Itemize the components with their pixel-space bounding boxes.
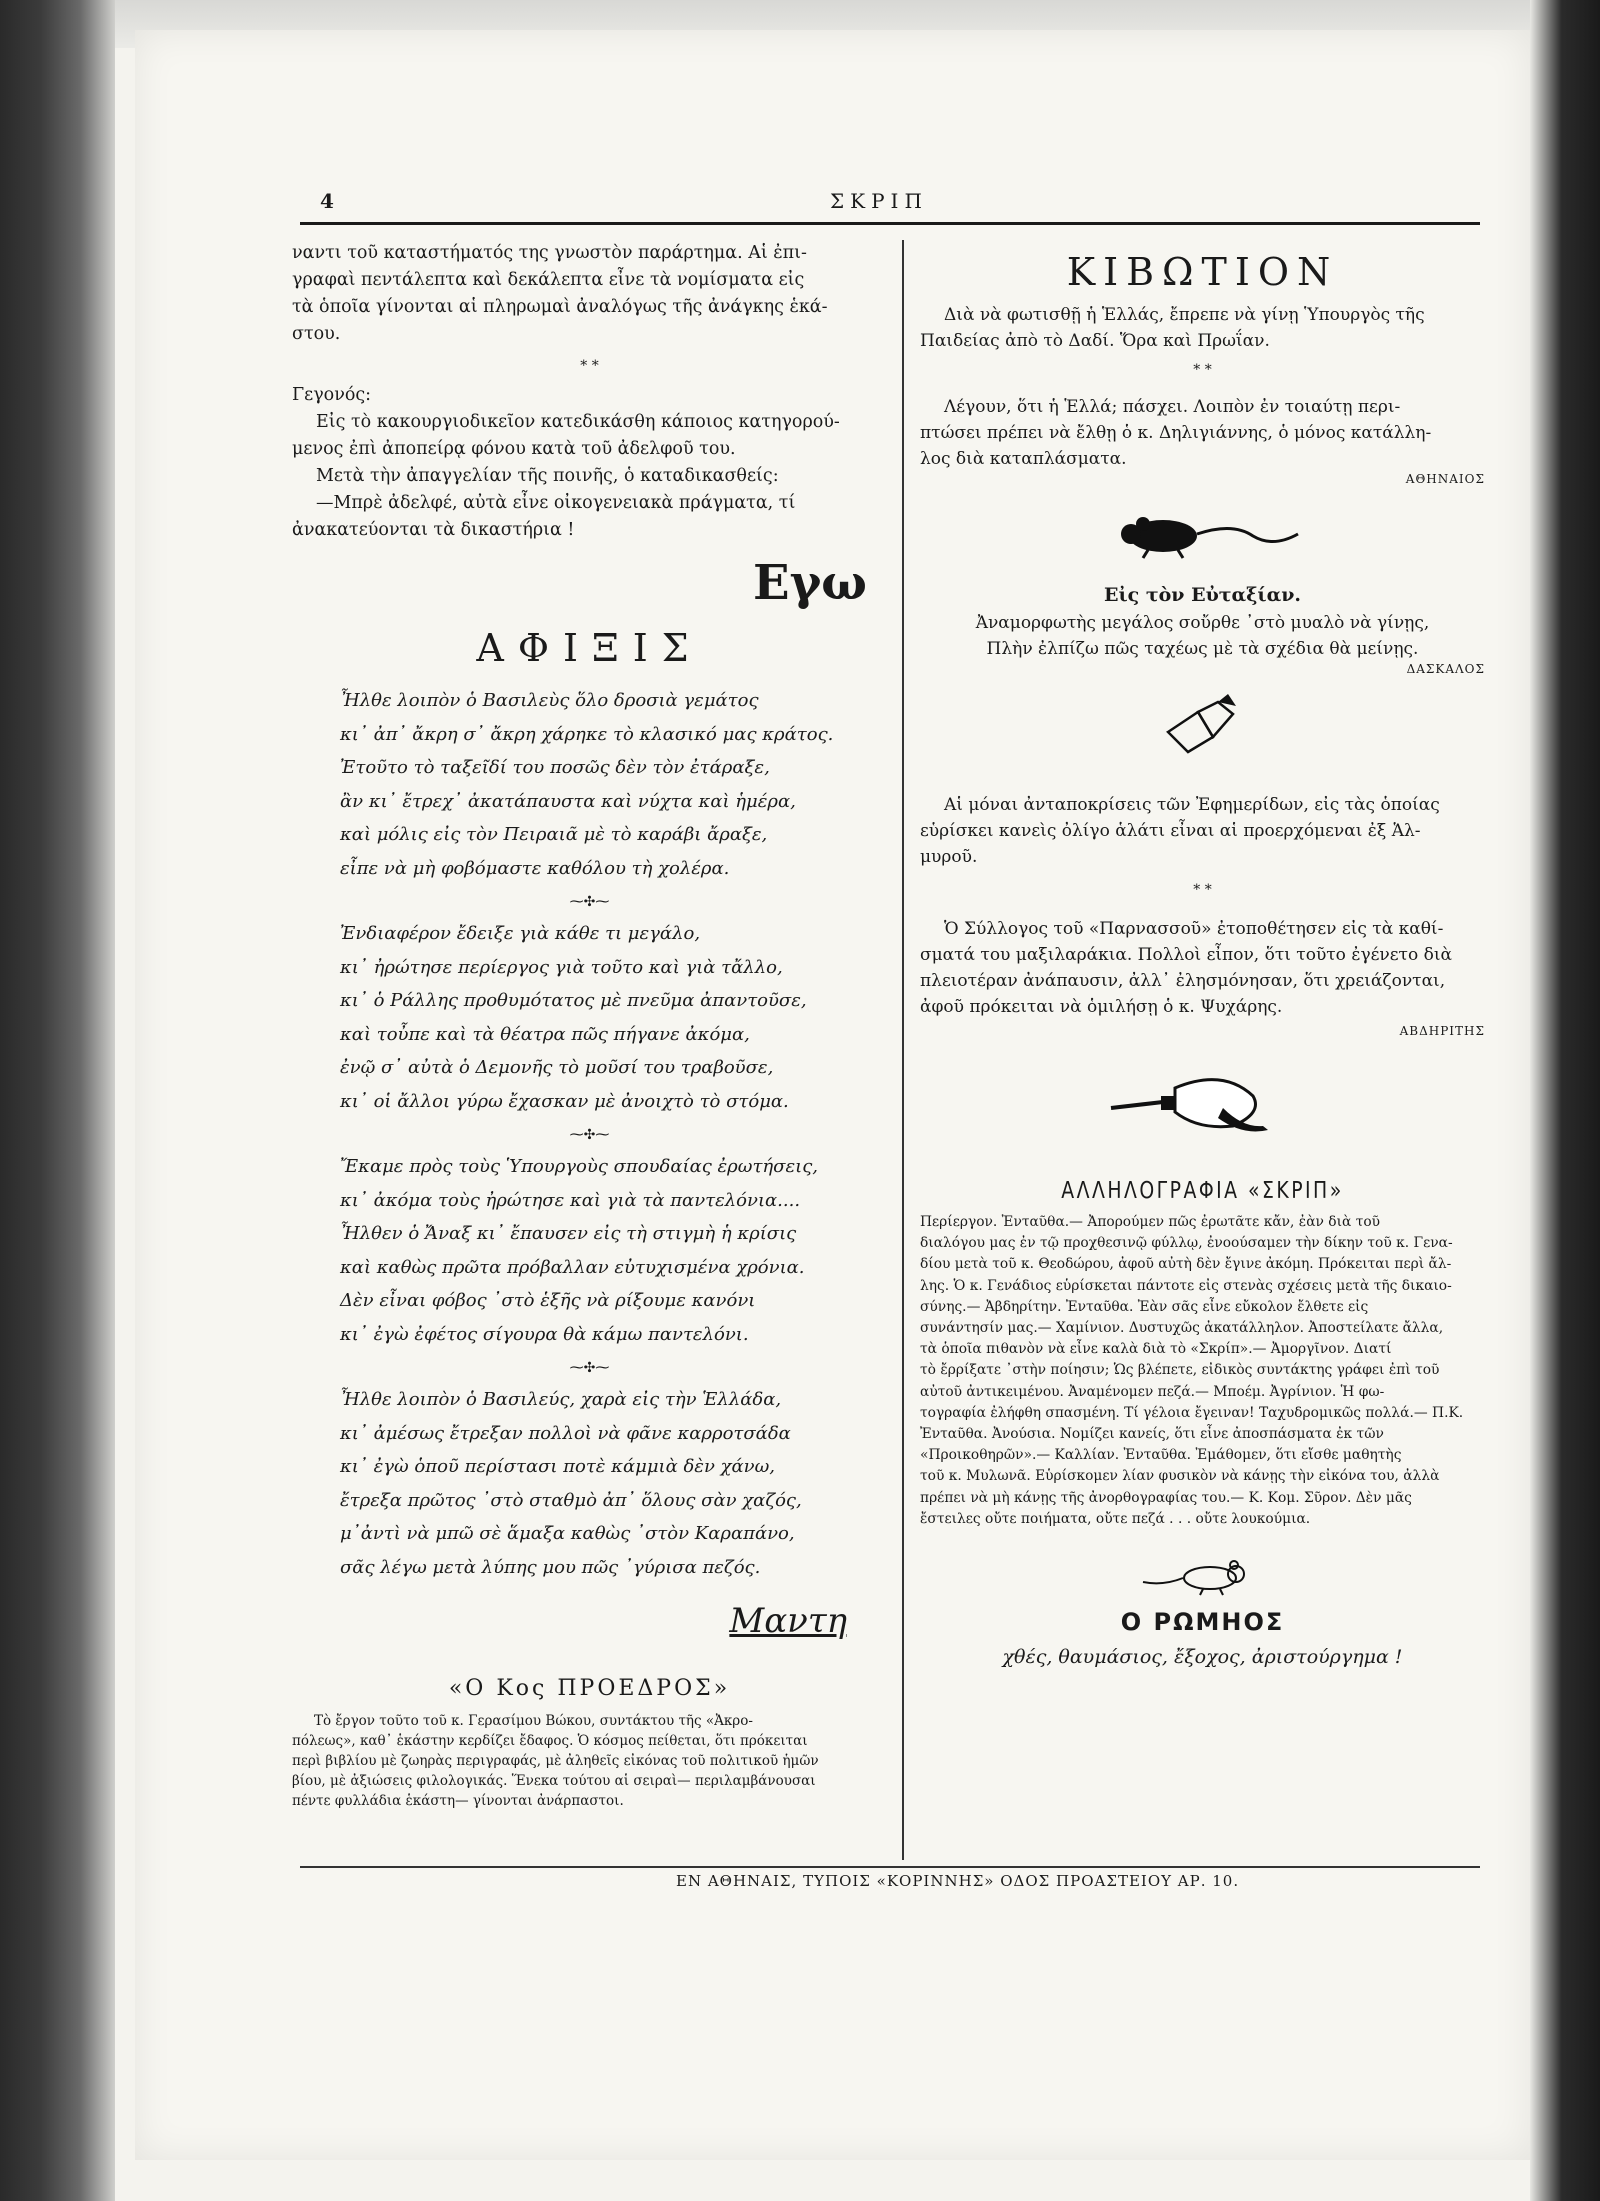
- text-line: σματά του μαξιλαράκια. Πολλοὶ εἶπον, ὅτι τοῦτο ἐγένετο διὰ: [920, 945, 1452, 965]
- page-header: [300, 185, 1480, 225]
- poem-line: κι᾽ ἐγὼ ἐφέτος σίγουρα θὰ κάμω παντελόνι.: [340, 1323, 749, 1345]
- kivotion-item: [920, 302, 1485, 354]
- poem-line: Δὲν εἶναι φόβος ᾽στὸ ἑξῆς νὰ ρίξουμε κανόνι: [340, 1290, 756, 1311]
- mouse-illustration: [1103, 504, 1303, 564]
- poem-stanza: [340, 1150, 887, 1351]
- poem-line: καὶ τοὖπε καὶ τὰ θέατρα πῶς πήγανε ἀκόμα,: [340, 1023, 750, 1045]
- poem-line: Ἦλθε λοιπὸν ὁ Βασιλεὺς ὅλο δροσιὰ γεμάτος: [340, 690, 759, 711]
- page-number: 4: [320, 189, 334, 213]
- poem-line: Ἐνδιαφέρον ἔδειξε γιὰ κάθε τι μεγάλο,: [340, 923, 701, 944]
- poem: [292, 684, 887, 1584]
- text-line: περὶ βιβλίου μὲ ζωηρὰς περιγραφάς, μὲ ἀληθεῖς εἰκόνας τοῦ πολιτικοῦ ἡμῶν: [292, 1753, 819, 1769]
- bellows-illustration: [1103, 1068, 1303, 1138]
- text-line: Διὰ νὰ φωτισθῇ ἡ Ἑλλάς, ἔπρεπε νὰ γίνῃ Ὑπουργὸς τῆς: [944, 305, 1425, 325]
- text-line: αὐτοῦ ἀντικειμένου. Ἀναμένομεν πεζά.— Μποέμ. Ἀγρίνιον. Ἡ φω-: [920, 1383, 1385, 1400]
- text-line: Παιδείας ἀπὸ τὸ Δαδί. Ὅρα καὶ Πρωΐαν.: [920, 331, 1270, 351]
- text-line: σύνης.— Ἀβδηρίτην. Ἐνταῦθα. Ἐὰν σᾶς εἶνε εὔκολον ἔλθετε εἰς: [920, 1298, 1369, 1315]
- text-line: τὰ ὁποῖα γίνονται αἱ πληρωμαὶ ἀναλόγως τῆς ἀνάγκης ἑκά-: [292, 297, 828, 317]
- text-line: Εἰς τὸ κακουργιοδικεῖον κατεδικάσθη κάποιος κατηγορού-: [316, 412, 840, 432]
- fact-title: Γεγονός:: [292, 385, 372, 405]
- stars-separator: * *: [580, 358, 599, 374]
- text-line: μενος ἐπὶ ἀποπείρᾳ φόνου κατὰ τοῦ ἀδελφοῦ του.: [292, 439, 736, 459]
- text-line: πλειοτέραν ἀνάπαυσιν, ἀλλ᾽ ἐλησμόνησαν, ὅτι χρειάζονται,: [920, 971, 1446, 991]
- scan-right-border: [1530, 0, 1600, 2201]
- text-line: τὸ ἔρρίξατε ᾽στὴν ποίησιν; Ὡς βλέπετε, εἰδικὸς συντάκτης γράφει ἐπὶ τοῦ: [920, 1362, 1440, 1379]
- signature-athenaios: ΑΘΗΝΑΙΟΣ: [1405, 472, 1485, 486]
- kivotion-item: [920, 394, 1485, 472]
- eutaxian-verse: [920, 610, 1485, 662]
- scan-left-border: [0, 0, 115, 2201]
- stanza-separator: ⁓✣⁓: [569, 894, 610, 910]
- proedros-paragraph: [292, 1711, 887, 1811]
- text-line: ἔστειλες οὔτε ποιήματα, οὔτε πεζά . . . οὔτε λουκούμια.: [920, 1510, 1311, 1527]
- poem-line: ἐνῷ σ᾽ αὐτὰ ὁ Δεμονῆς τὸ μοῦσί του τραβοῦσε,: [340, 1057, 774, 1078]
- kivotion-title: ΚΙΒΩΤΙΟΝ: [1066, 250, 1339, 294]
- text-line: τογραφία ἐλήφθη σπασμένη. Τί γέλοια ἔγειναν! Ταχυδρομικῶς πολλά.— Π.Κ.: [920, 1404, 1464, 1421]
- poem-line: καὶ καθὼς πρῶτα πρόβαλλαν εὐτυχισμένα χρόνια.: [340, 1256, 805, 1278]
- column-divider: [902, 240, 904, 1860]
- text-line: «Προικοθηρῶν».— Καλλίαν. Ἐνταῦθα. Ἐμάθομεν, ὅτι εἴσθε μαθητὴς: [920, 1447, 1402, 1464]
- text-line: Ὁ Σύλλογος τοῦ «Παρνασσοῦ» ἐτοποθέτησεν εἰς τὰ καθί-: [944, 919, 1444, 939]
- text-line: τοῦ κ. Μυλωνᾶ. Εὑρίσκομεν λίαν φυσικὸν νὰ κάνῃς τὴν εἰκόνα του, ἀλλὰ: [920, 1468, 1440, 1485]
- poem-line: κι᾽ ἠρώτησε περίεργος γιὰ τοῦτο καὶ γιὰ τἄλλο,: [340, 956, 783, 978]
- signature-avdiritis: ΑΒΔΗΡΙΤΗΣ: [1399, 1024, 1485, 1038]
- verse-line: Πλὴν ἐλπίζω πῶς ταχέως μὲ τὰ σχέδια θὰ μείνῃς.: [986, 639, 1419, 659]
- poem-line: εἶπε νὰ μὴ φοβόμαστε καθόλου τὴ χολέρα.: [340, 857, 730, 879]
- text-line: συνάντησίν μας.— Χαμίνιον. Δυστυχῶς ἀκατάλληλον. Ἀποστείλατε ἄλλα,: [920, 1320, 1444, 1337]
- running-head: ΣΚΡΙΠ: [830, 189, 928, 213]
- romios-title: Ο ΡΩΜΗΟΣ: [1120, 1608, 1285, 1637]
- poem-title: ΑΦΙΞΙΣ: [476, 626, 703, 670]
- proedros-title: «Ο Κος ΠΡΟΕΔΡΟΣ»: [448, 1676, 731, 1701]
- poem-stanza: [340, 684, 887, 885]
- footer-rule: [300, 1866, 1480, 1868]
- text-line: λος διὰ καταπλάσματα.: [920, 449, 1127, 469]
- text-line: διαλόγου μας ἐν τῷ προχθεσινῷ φύλλῳ, ἐνοούσαμεν τὴν δίκην τοῦ κ. Γενα-: [920, 1235, 1453, 1252]
- stars-separator: * *: [1193, 882, 1212, 898]
- text-line: εὑρίσκει κανεὶς ὀλίγο ἁλάτι εἶναι αἱ προερχόμεναι ἐξ Ἁλ-: [920, 821, 1421, 841]
- text-line: βίου, μὲ ἀξιώσεις φιλολογικάς. Ἕνεκα τούτου αἱ σειραὶ— περιλαμβάνουσαι: [292, 1773, 816, 1789]
- small-mouse-illustration: [1138, 1556, 1268, 1596]
- ego-signature: Εγω: [753, 555, 867, 611]
- poem-line: μ᾽ἀντὶ νὰ μπῶ σὲ ἅμαξα καθὼς ᾽στὸν Καραπάνο,: [340, 1523, 795, 1544]
- text-line: πρέπει νὰ μὴ κάνῃς τῆς ἀνορθογραφίας του.— Κ. Κομ. Σῦρον. Δὲν μᾶς: [920, 1489, 1412, 1506]
- poem-line: Ἐτοῦτο τὸ ταξεῖδί του ποσῶς δὲν τὸν ἐτάραξε,: [340, 757, 770, 778]
- poem-line: ἔτρεξα πρῶτος ᾽στὸ σταθμὸ ἀπ᾽ ὅλους σὰν χαζός,: [340, 1489, 802, 1511]
- poem-stanza: [340, 917, 887, 1118]
- printer-imprint: ΕΝ ΑΘΗΝΑΙΣ, ΤΥΠΟΙΣ «ΚΟΡΙΝΝΗΣ» ΟΔΟΣ ΠΡΟΑΣΤΕΙΟΥ ΑΡ. 10.: [676, 1872, 1240, 1890]
- poem-line: σᾶς λέγω μετὰ λύπης μου πῶς ᾽γύρισα πεζός.: [340, 1556, 761, 1578]
- poem-stanza: [340, 1383, 887, 1584]
- poem-line: Ἔκαμε πρὸς τοὺς Ὑπουργοὺς σπουδαίας ἐρωτήσεις,: [340, 1156, 818, 1177]
- text-line: Περίεργον. Ἐνταῦθα.— Ἀπορούμεν πῶς ἐρωτᾶτε κἄν, ἐὰν διὰ τοῦ: [920, 1214, 1381, 1230]
- text-line: —Μπρὲ ἀδελφέ, αὐτὰ εἶνε οἰκογενειακὰ πράγματα, τί: [316, 493, 796, 513]
- header-rule: [300, 222, 1480, 225]
- text-line: λης. Ὁ κ. Γενάδιος εὑρίσκεται πάντοτε εἰς στενὰς σχέσεις μετὰ τῆς δικαιο-: [920, 1277, 1452, 1294]
- poem-line: κι᾽ ὁ Ράλλης προθυμότατος μὲ πνεῦμα ἀπαντοῦσε,: [340, 990, 807, 1011]
- verse-line: Ἀναμορφωτὴς μεγάλος σοὔρθε ᾽στὸ μυαλὸ νὰ γίνῃς,: [975, 613, 1430, 633]
- text-line: μυροῦ.: [920, 847, 978, 867]
- text-line: Αἱ μόναι ἀνταποκρίσεις τῶν Ἐφημερίδων, εἰς τὰς ὁποίας: [944, 795, 1440, 815]
- kivotion-item: [920, 916, 1485, 1020]
- poem-line: κι᾽ οἱ ἄλλοι γύρω ἔχασκαν μὲ ἀνοιχτὸ τὸ στόμα.: [340, 1090, 789, 1112]
- letters-title: ΑΛΛΗΛΟΓΡΑΦΙΑ «ΣΚΡΙΠ»: [1061, 1178, 1344, 1204]
- text-line: Λέγουν, ὅτι ἡ Ἑλλά; πάσχει. Λοιπὸν ἐν τοιαύτῃ περι-: [944, 397, 1401, 417]
- text-line: Ἐνταῦθα. Ἀνούσια. Νομίζει κανείς, ὅτι εἶνε ἀποσπάσματα ἐκ τῶν: [920, 1426, 1384, 1443]
- text-line: ἀφοῦ πρόκειται νὰ ὁμιλήσῃ ὁ κ. Ψυχάρης.: [920, 997, 1283, 1017]
- text-line: ναντι τοῦ καταστήματός της γνωστὸν παράρτημα. Αἱ ἐπι-: [292, 243, 807, 263]
- poem-line: καὶ μόλις εἰς τὸν Πειραιᾶ μὲ τὸ καράβι ἄραξε,: [340, 824, 768, 845]
- text-line: δίου μετὰ τοῦ κ. Θεοδώρου, ἀφοῦ αὐτὴ δὲν ἔγινε ἀκόμη. Πρόκειται περὶ ἄλ-: [920, 1256, 1452, 1273]
- text-line: Τὸ ἔργον τοῦτο τοῦ κ. Γερασίμου Βώκου, συντάκτου τῆς «Ἀκρο-: [314, 1713, 753, 1729]
- poem-line: Ἦλθε λοιπὸν ὁ Βασιλεύς, χαρὰ εἰς τὴν Ἑλλάδα,: [340, 1389, 782, 1410]
- poem-line: κι᾽ ἀπ᾽ ἄκρη σ᾽ ἄκρη χάρηκε τὸ κλασικό μας κράτος.: [340, 723, 834, 745]
- stanza-separator: ⁓✣⁓: [569, 1127, 610, 1143]
- kivotion-item: [920, 792, 1485, 870]
- stars-separator: * *: [1193, 362, 1212, 378]
- eutaxian-title: Εἰς τὸν Εὐταξίαν.: [1103, 584, 1302, 606]
- poem-line: κι᾽ ἀκόμα τοὺς ἠρώτησε καὶ γιὰ τὰ παντελόνια....: [340, 1189, 801, 1211]
- poem-signature: Μαντη: [729, 1601, 847, 1641]
- signature-daskalos: ΔΑΣΚΑΛΟΣ: [1406, 662, 1485, 676]
- poem-line: κι᾽ ἐγὼ ὁποῦ περίστασι ποτὲ κάμμιὰ δὲν χάνω,: [340, 1456, 776, 1477]
- stanza-separator: ⁓✣⁓: [569, 1360, 610, 1376]
- fact-paragraph: [292, 382, 887, 544]
- intro-paragraph: [292, 240, 887, 348]
- text-line: ἀνακατεύονται τὰ δικαστήρια !: [292, 520, 575, 540]
- text-line: γραφαὶ πεντάλεπτα καὶ δεκάλεπτα εἶνε τὰ νομίσματα εἰς: [292, 270, 805, 290]
- text-line: πέντε φυλλάδια ἑκάστη— γίνονται ἀνάρπαστοι.: [292, 1793, 624, 1809]
- poem-line: ἂν κι᾽ ἔτρεχ᾽ ἀκατάπαυστα καὶ νύχτα καὶ ἡμέρα,: [340, 790, 796, 812]
- text-line: στου.: [292, 324, 341, 344]
- text-line: τὰ ὁποῖα πιθανὸν νὰ εἶνε καλὰ διὰ τὸ «Σκρίπ».— Ἀμοργῖνον. Διατί: [920, 1341, 1392, 1358]
- letters-paragraph: [920, 1212, 1485, 1530]
- romios-line: χθές, θαυμάσιος, ἔξοχος, ἀριστούργημα !: [1002, 1646, 1403, 1669]
- text-line: πτώσει πρέπει νὰ ἔλθῃ ὁ κ. Δηλιγιάννης, ὁ μόνος κατάλλη-: [920, 423, 1432, 443]
- poem-line: κι᾽ ἀμέσως ἔτρεξαν πολλοὶ νὰ φᾶνε καρροτσάδα: [340, 1422, 791, 1444]
- left-column: [292, 240, 887, 1811]
- text-line: πόλεως», καθ᾽ ἑκάστην κερδίζει ἔδαφος. Ὁ κόσμος πείθεται, ὅτι πρόκειται: [292, 1733, 808, 1749]
- right-column: [920, 250, 1485, 1668]
- text-line: Μετὰ τὴν ἀπαγγελίαν τῆς ποινῆς, ὁ καταδικασθείς:: [316, 466, 779, 486]
- paper-bird-illustration: [1158, 692, 1248, 762]
- poem-line: Ἦλθεν ὁ Ἄναξ κι᾽ ἔπαυσεν εἰς τὴ στιγμὴ ἡ κρίσις: [340, 1223, 797, 1244]
